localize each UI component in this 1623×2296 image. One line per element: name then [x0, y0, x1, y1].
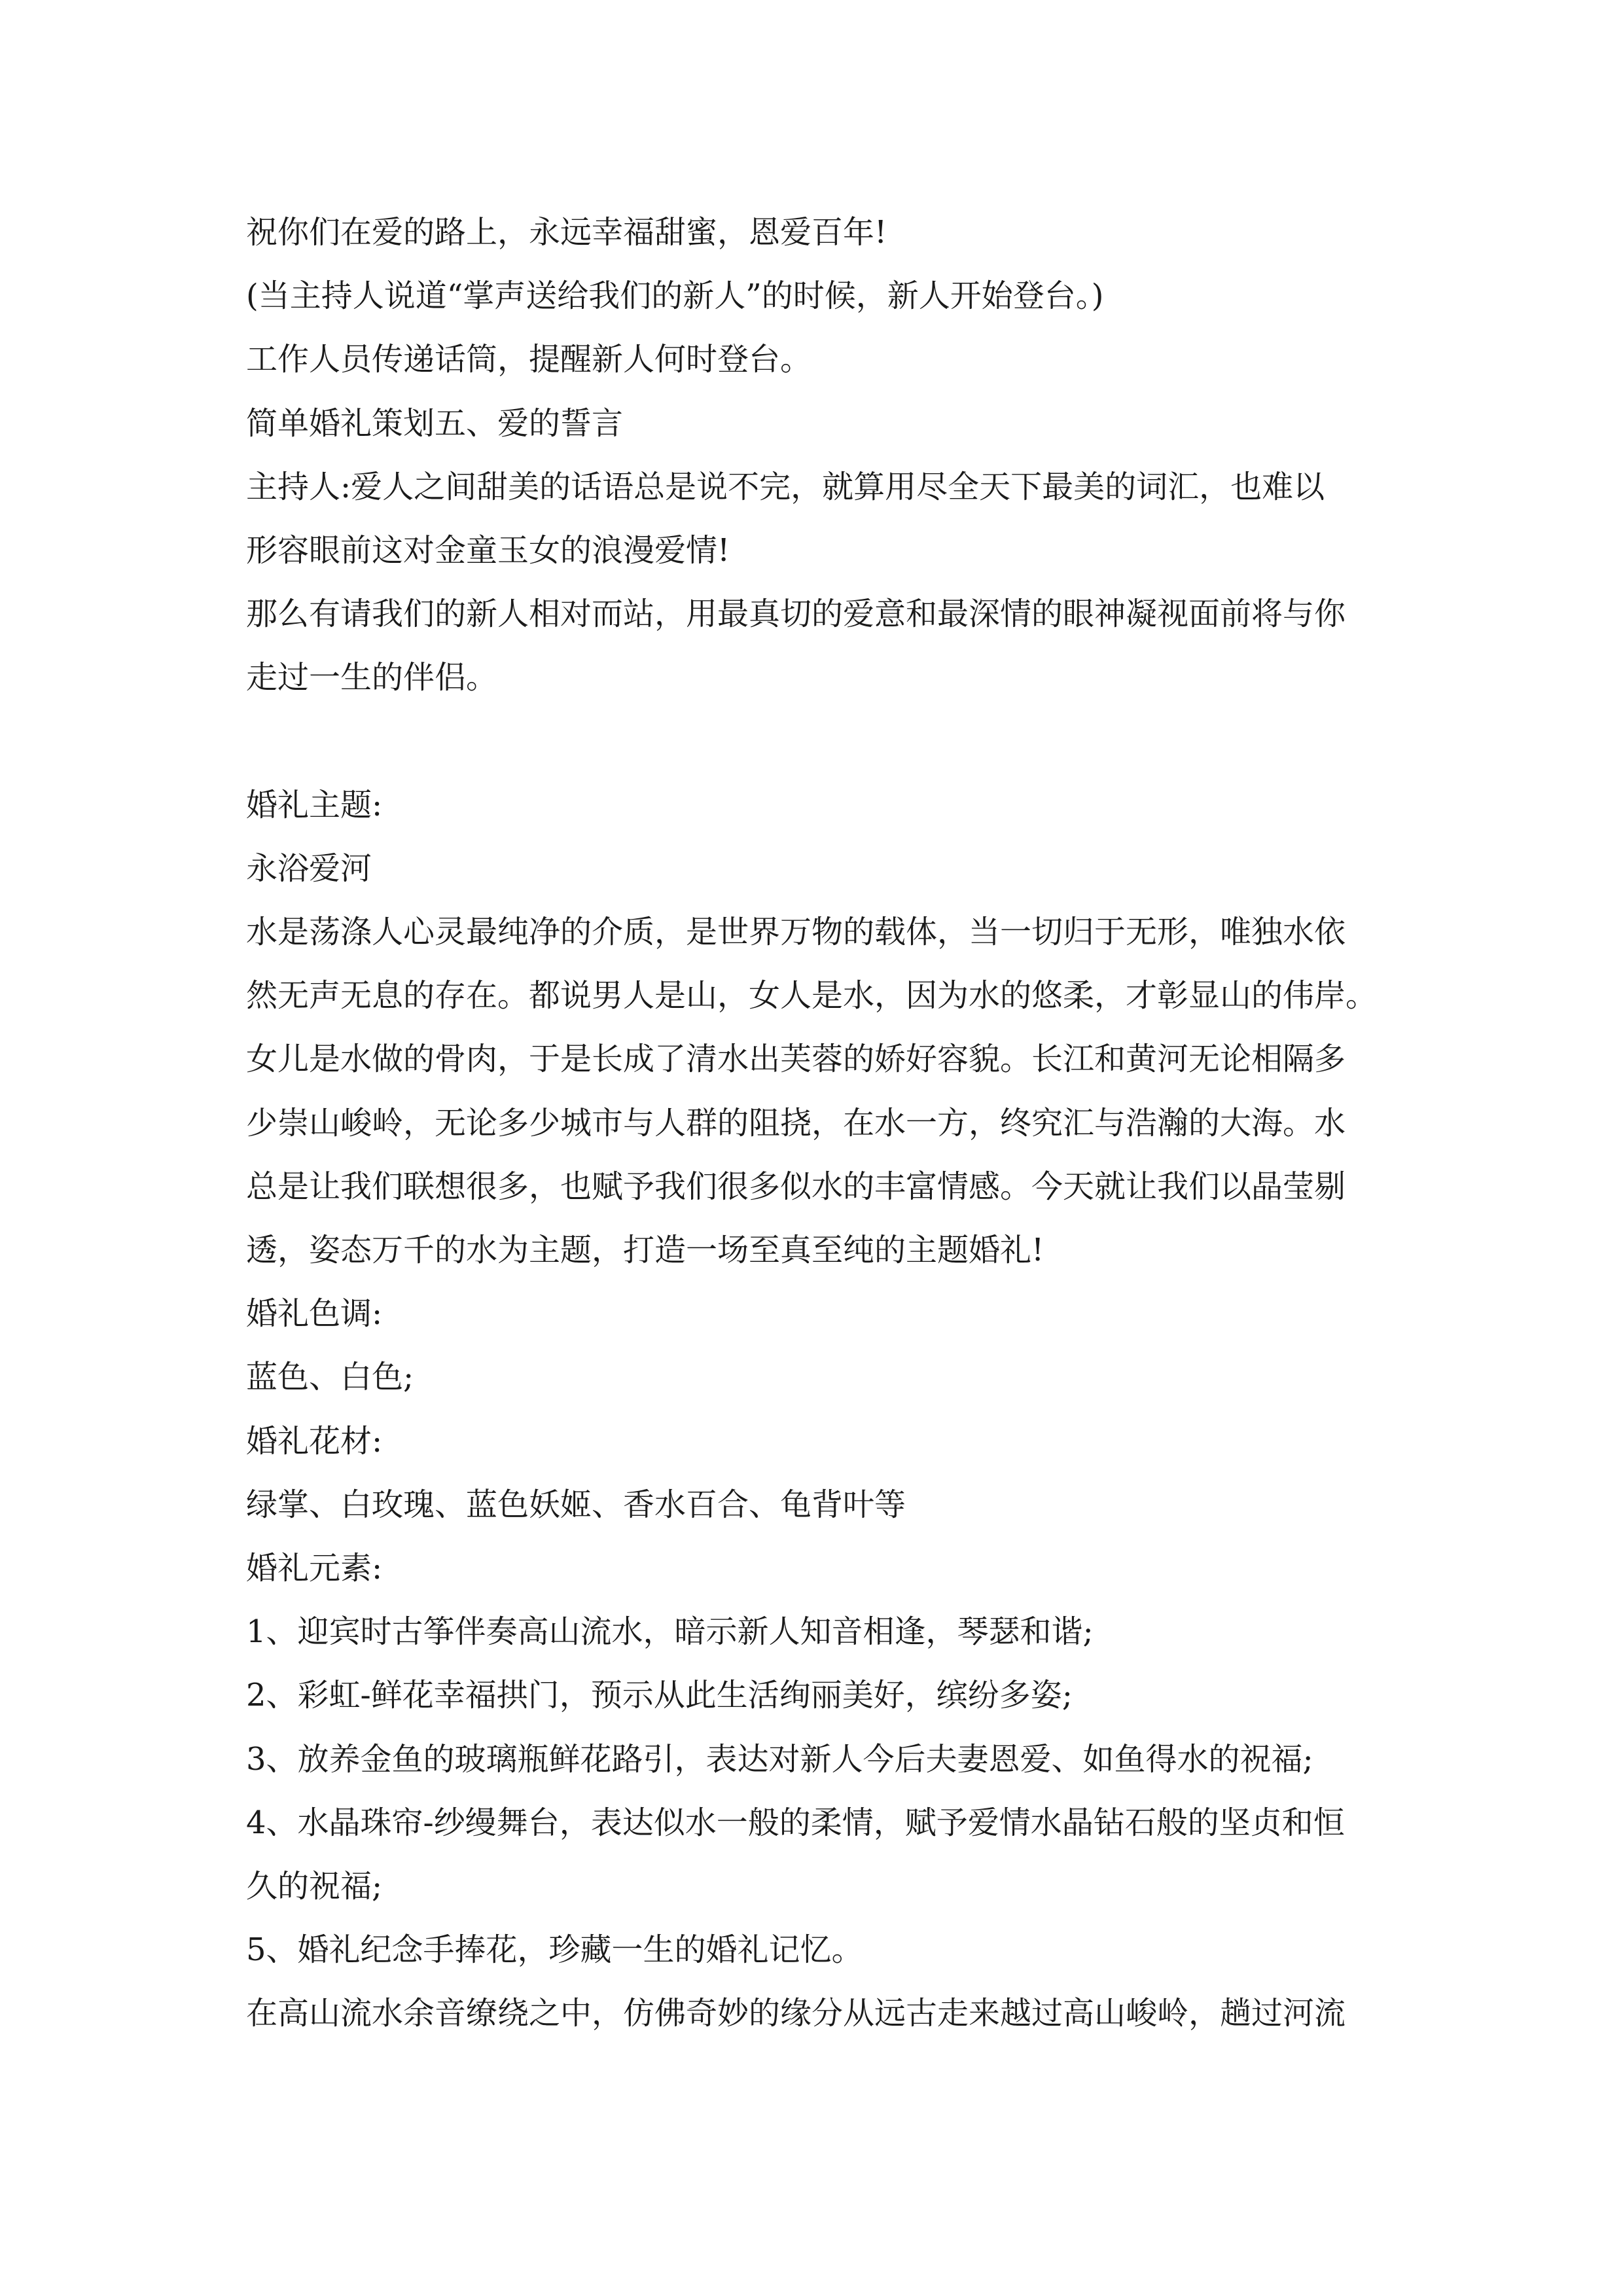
- color-value: 蓝色、白色;: [246, 1359, 414, 1396]
- text-line: 工作人员传递话筒，提醒新人何时登台。: [246, 341, 812, 378]
- text-line: 女儿是水做的骨肉，于是长成了清水出芙蓉的娇好容貌。长江和黄河无论相隔多: [246, 1041, 1346, 1078]
- list-item: 5、婚礼纪念手捧花，珍藏一生的婚礼记忆。: [246, 1931, 863, 1969]
- list-item-continuation: 久的祝福;: [246, 1867, 383, 1905]
- text-line: 水是荡涤人心灵最纯净的介质，是世界万物的载体，当一切归于无形，唯独水依: [246, 914, 1346, 951]
- text-line: 然无声无息的存在。都说男人是山，女人是水，因为水的悠柔，才彰显山的伟岸。: [246, 977, 1378, 1014]
- document-body: [246, 201, 1382, 2045]
- text-line: 总是让我们联想很多，也赋予我们很多似水的丰富情感。今天就让我们以晶莹剔: [246, 1168, 1346, 1205]
- elements-label: 婚礼元素:: [246, 1549, 383, 1587]
- text-line: 走过一生的伴侣。: [246, 659, 498, 696]
- list-item: 3、放养金鱼的玻璃瓶鲜花路引，表达对新人今后夫妻恩爱、如鱼得水的祝福;: [246, 1740, 1313, 1778]
- flower-value: 绿掌、白玫瑰、蓝色妖姬、香水百合、龟背叶等: [246, 1486, 906, 1523]
- list-item: 1、迎宾时古筝伴奏高山流水，暗示新人知音相逢，琴瑟和谐;: [246, 1613, 1094, 1651]
- blank-line: [246, 710, 1382, 774]
- flower-label: 婚礼花材:: [246, 1422, 383, 1460]
- text-line: 透，姿态万千的水为主题，打造一场至真至纯的主题婚礼!: [246, 1232, 1044, 1268]
- theme-label: 婚礼主题:: [246, 786, 383, 823]
- text-line: 祝你们在爱的路上，永远幸福甜蜜，恩爱百年!: [246, 214, 887, 251]
- section-heading: 简单婚礼策划五、爱的誓言: [246, 404, 624, 442]
- text-line: 在高山流水余音缭绕之中，仿佛奇妙的缘分从远古走来越过高山峻岭，趟过河流: [246, 1995, 1346, 2032]
- theme-value: 永浴爱河: [246, 850, 372, 887]
- text-line: (当主持人说道“掌声送给我们的新人”的时候，新人开始登台。): [246, 278, 1104, 315]
- list-item: 4、水晶珠帘-纱缦舞台，表达似水一般的柔情，赋予爱情水晶钻石般的坚贞和恒: [246, 1804, 1345, 1841]
- text-line: 形容眼前这对金童玉女的浪漫爱情!: [246, 531, 730, 569]
- list-item: 2、彩虹-鲜花幸福拱门，预示从此生活绚丽美好，缤纷多姿;: [246, 1677, 1073, 1714]
- text-line: 那么有请我们的新人相对而站，用最真切的爱意和最深情的眼神凝视面前将与你: [246, 596, 1346, 633]
- color-label: 婚礼色调:: [246, 1295, 383, 1333]
- text-line: 少崇山峻岭，无论多少城市与人群的阻挠，在水一方，终究汇与浩瀚的大海。水: [246, 1104, 1346, 1141]
- text-line: 主持人:爱人之间甜美的话语总是说不完，就算用尽全天下最美的词汇，也难以: [246, 468, 1325, 505]
